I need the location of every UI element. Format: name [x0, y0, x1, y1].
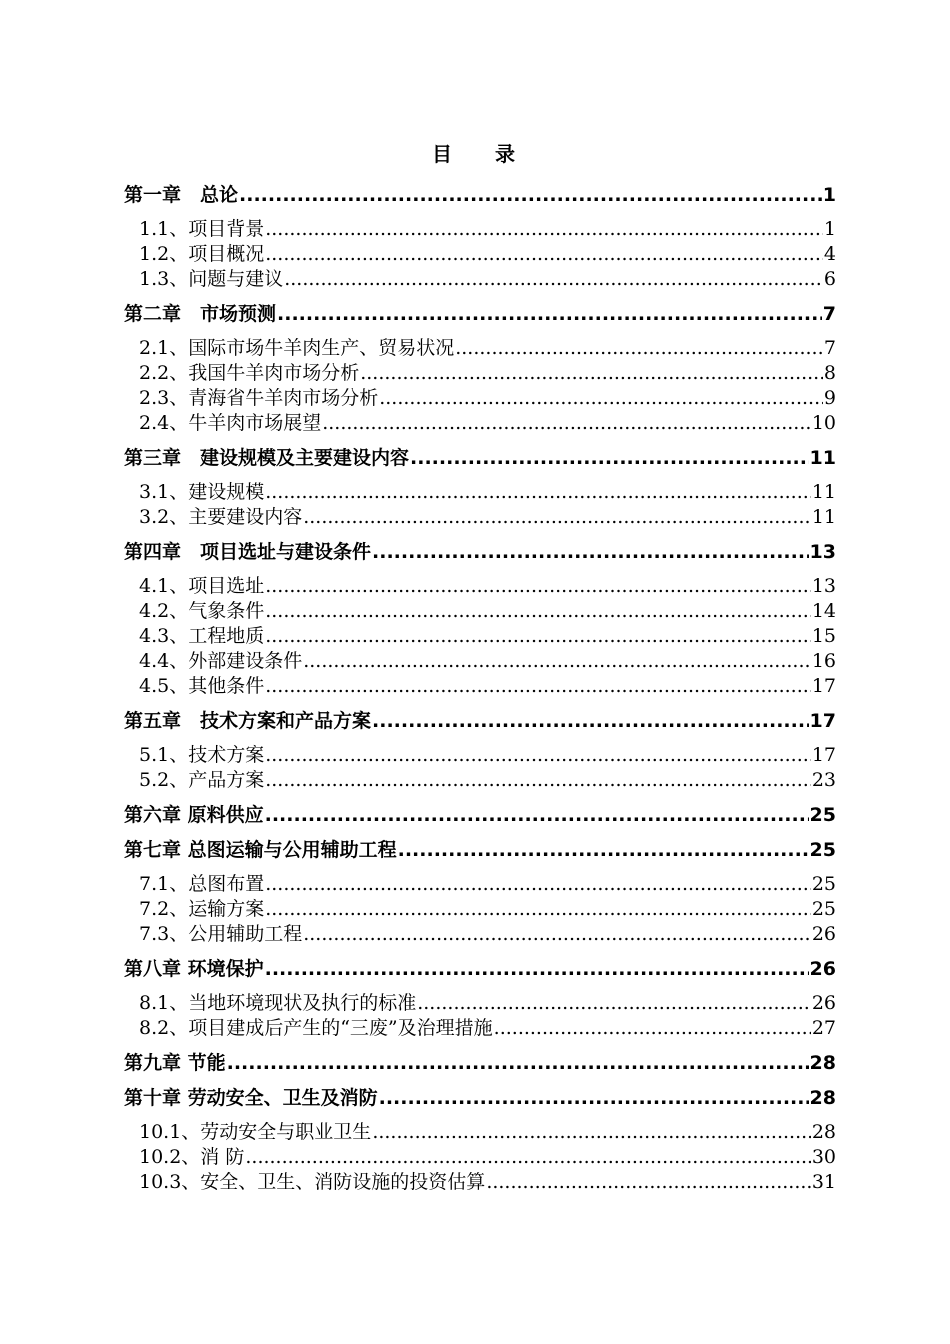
dot-leader: [494, 1016, 811, 1041]
toc-section-label: 5.1、技术方案: [139, 744, 265, 766]
toc-chapter-entry[interactable]: [124, 1046, 836, 1081]
dot-leader: [322, 411, 811, 436]
toc-page-number: 27: [811, 1017, 836, 1039]
toc-page-number: 28: [809, 1052, 836, 1074]
toc-page-number: 4: [823, 243, 836, 265]
dot-leader: [303, 922, 811, 947]
toc-page-number: 26: [811, 992, 836, 1014]
toc-page-number: 13: [809, 541, 836, 563]
dot-leader: [265, 743, 811, 768]
dot-leader: [398, 833, 809, 868]
toc-page-number: 15: [811, 625, 836, 647]
dot-leader: [265, 798, 809, 833]
toc-section-entry[interactable]: [124, 574, 836, 599]
toc-page-number: 25: [809, 839, 836, 861]
dot-leader: [239, 178, 822, 213]
toc-section-entry[interactable]: [124, 1170, 836, 1195]
toc-page-number: 31: [811, 1171, 836, 1193]
toc-section-entry[interactable]: [124, 624, 836, 649]
toc-page-number: 10: [811, 412, 836, 434]
toc-page-number: 26: [811, 923, 836, 945]
toc-page-number: 26: [809, 958, 836, 980]
dot-leader: [265, 624, 811, 649]
toc-chapter-entry[interactable]: [124, 178, 836, 213]
dot-leader: [265, 574, 811, 599]
toc-title: 目 录: [432, 142, 533, 166]
toc-section-entry[interactable]: [124, 411, 836, 436]
toc-section-label: 10.3、安全、卫生、消防设施的投资估算: [139, 1171, 486, 1193]
dot-leader: [277, 297, 822, 332]
dot-leader: [360, 361, 823, 386]
dot-leader: [265, 674, 811, 699]
dot-leader: [379, 386, 823, 411]
toc-section-entry[interactable]: [124, 599, 836, 624]
dot-leader: [372, 1120, 811, 1145]
toc-section-label: 2.3、青海省牛羊肉市场分析: [139, 387, 379, 409]
dot-leader: [265, 217, 823, 242]
dot-leader: [284, 267, 823, 292]
toc-section-entry[interactable]: [124, 1016, 836, 1041]
toc-chapter-label: 第六章 原料供应: [124, 804, 264, 826]
toc-section-entry[interactable]: [124, 743, 836, 768]
toc-chapter-entry[interactable]: [124, 441, 836, 476]
toc-section-label: 1.2、项目概况: [139, 243, 265, 265]
toc-section-label: 10.1、劳动安全与职业卫生: [139, 1121, 372, 1143]
toc-chapter-entry[interactable]: [124, 952, 836, 987]
toc-section-label: 7.1、总图布置: [139, 873, 265, 895]
dot-leader: [303, 505, 811, 530]
toc-page-number: 25: [811, 898, 836, 920]
toc-section-label: 4.1、项目选址: [139, 575, 265, 597]
dot-leader: [265, 952, 809, 987]
toc-chapter-label: 第十章 劳动安全、卫生及消防: [124, 1087, 378, 1109]
toc-section-label: 4.4、外部建设条件: [139, 650, 303, 672]
dot-leader: [455, 336, 823, 361]
toc-page-number: 11: [811, 506, 836, 528]
dot-leader: [417, 991, 811, 1016]
toc-chapter-label: 第一章 总论: [124, 184, 239, 206]
toc-section-entry[interactable]: [124, 1145, 836, 1170]
toc-section-label: 4.5、其他条件: [139, 675, 265, 697]
toc-section-label: 7.2、运输方案: [139, 898, 265, 920]
toc-section-entry[interactable]: [124, 768, 836, 793]
toc-page-number: 11: [811, 481, 836, 503]
dot-leader: [265, 480, 811, 505]
toc-page-number: 8: [823, 362, 836, 384]
toc-section-label: 3.1、建设规模: [139, 481, 265, 503]
toc-section-entry[interactable]: [124, 480, 836, 505]
toc-page-number: 28: [809, 1087, 836, 1109]
toc-page-number: 7: [823, 337, 836, 359]
toc-section-label: 7.3、公用辅助工程: [139, 923, 303, 945]
toc-page-number: 23: [811, 769, 836, 791]
toc-section-label: 4.3、工程地质: [139, 625, 265, 647]
table-of-contents: [124, 178, 836, 1200]
dot-leader: [265, 242, 823, 267]
dot-leader: [227, 1046, 809, 1081]
toc-section-label: 1.3、问题与建议: [139, 268, 284, 290]
toc-section-label: 2.2、我国牛羊肉市场分析: [139, 362, 360, 384]
toc-section-entry[interactable]: [124, 217, 836, 242]
toc-chapter-label: 第八章 环境保护: [124, 958, 264, 980]
toc-page-number: 25: [809, 804, 836, 826]
toc-section-label: 2.4、牛羊肉市场展望: [139, 412, 322, 434]
dot-leader: [379, 1081, 809, 1116]
toc-page-number: 7: [822, 303, 836, 325]
toc-chapter-label: 第二章 市场预测: [124, 303, 277, 325]
toc-section-entry[interactable]: [124, 242, 836, 267]
toc-chapter-label: 第四章 项目选址与建设条件: [124, 541, 372, 563]
toc-page-number: 14: [811, 600, 836, 622]
toc-section-entry[interactable]: [124, 922, 836, 947]
toc-section-entry[interactable]: [124, 386, 836, 411]
toc-section-entry[interactable]: [124, 897, 836, 922]
toc-chapter-entry[interactable]: [124, 833, 836, 868]
toc-page-number: 17: [811, 675, 836, 697]
dot-leader: [372, 535, 809, 570]
toc-section-entry[interactable]: [124, 1120, 836, 1145]
toc-page-number: 11: [809, 447, 836, 469]
dot-leader: [245, 1145, 810, 1170]
toc-section-label: 5.2、产品方案: [139, 769, 265, 791]
dot-leader: [265, 768, 811, 793]
dot-leader: [265, 872, 811, 897]
toc-page-number: 13: [811, 575, 836, 597]
toc-section-entry[interactable]: [124, 674, 836, 699]
toc-chapter-label: 第九章 节能: [124, 1052, 226, 1074]
toc-page-number: 16: [811, 650, 836, 672]
toc-chapter-entry[interactable]: [124, 1081, 836, 1116]
toc-section-entry[interactable]: [124, 361, 836, 386]
toc-page-number: 25: [811, 873, 836, 895]
dot-leader: [410, 441, 809, 476]
toc-chapter-entry[interactable]: [124, 535, 836, 570]
toc-page-number: 6: [823, 268, 836, 290]
toc-page-number: 30: [811, 1146, 836, 1168]
dot-leader: [303, 649, 811, 674]
toc-section-entry[interactable]: [124, 872, 836, 897]
dot-leader: [486, 1170, 811, 1195]
toc-section-label: 4.2、气象条件: [139, 600, 265, 622]
toc-page-number: 17: [809, 710, 836, 732]
toc-section-label: 8.1、当地环境现状及执行的标准: [139, 992, 417, 1014]
toc-section-entry[interactable]: [124, 267, 836, 292]
toc-page-number: 1: [822, 184, 836, 206]
toc-page-number: 1: [823, 218, 836, 240]
toc-chapter-label: 第五章 技术方案和产品方案: [124, 710, 372, 732]
dot-leader: [265, 897, 811, 922]
toc-chapter-label: 第七章 总图运输与公用辅助工程: [124, 839, 397, 861]
toc-page-number: 17: [811, 744, 836, 766]
toc-section-label: 1.1、项目背景: [139, 218, 265, 240]
toc-page-number: 28: [811, 1121, 836, 1143]
toc-section-label: 3.2、主要建设内容: [139, 506, 303, 528]
toc-chapter-entry[interactable]: [124, 798, 836, 833]
dot-leader: [372, 704, 809, 739]
toc-section-entry[interactable]: [124, 991, 836, 1016]
toc-section-entry[interactable]: [124, 336, 836, 361]
toc-section-entry[interactable]: [124, 505, 836, 530]
toc-section-label: 2.1、国际市场牛羊肉生产、贸易状况: [139, 337, 455, 359]
toc-chapter-entry[interactable]: [124, 297, 836, 332]
toc-chapter-label: 第三章 建设规模及主要建设内容: [124, 447, 410, 469]
toc-section-label: 8.2、项目建成后产生的“三废”及治理措施: [139, 1017, 493, 1039]
toc-section-label: 10.2、消 防: [139, 1146, 245, 1168]
toc-page-number: 9: [823, 387, 836, 409]
toc-section-entry[interactable]: [124, 649, 836, 674]
toc-chapter-entry[interactable]: [124, 704, 836, 739]
dot-leader: [265, 599, 811, 624]
